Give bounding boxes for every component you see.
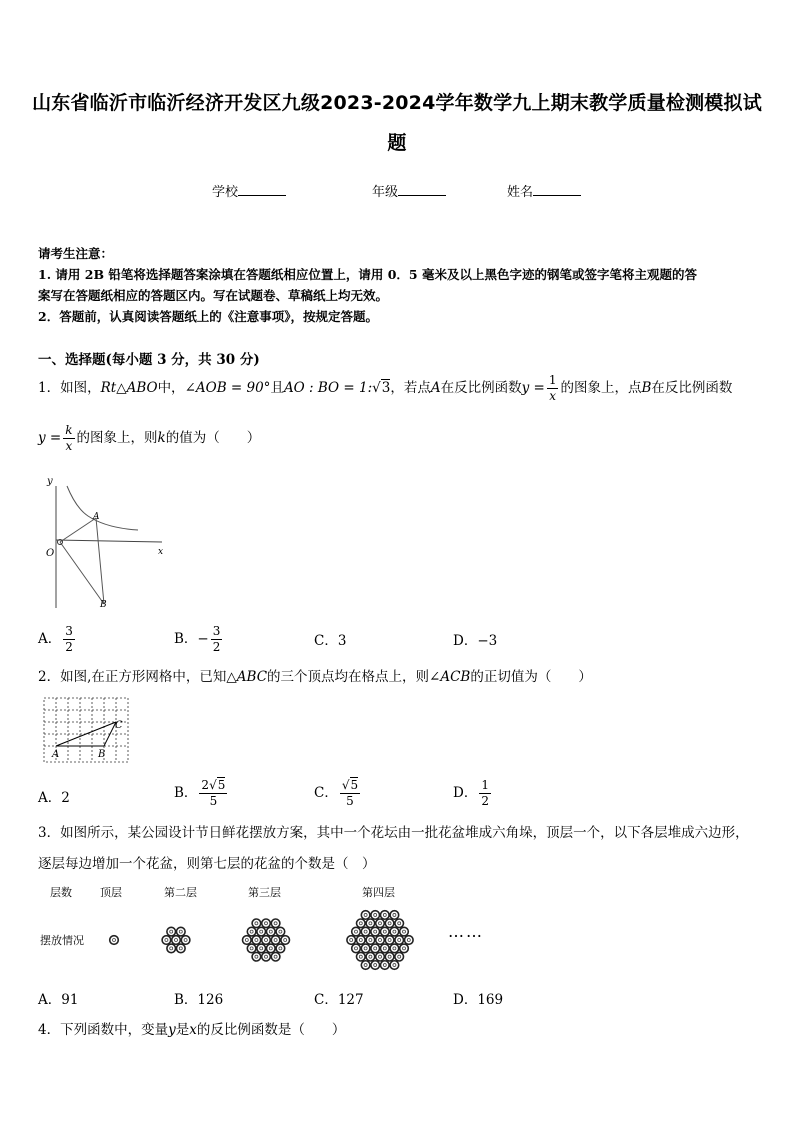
q2-text: 的三个顶点均在格点上，则 — [267, 669, 430, 685]
q2-option-b — [174, 776, 229, 810]
q1-text: 的图象上，点 — [560, 380, 642, 396]
page-title: 山东省临沂市临沂经济开发区九级2023-2024学年数学九上期末教学质量检测模拟试 — [32, 92, 762, 114]
fraction-numerator: 2√5 — [201, 778, 226, 792]
option-c-value: 3 — [337, 633, 347, 649]
col-second: 第二层 — [164, 886, 197, 899]
grade-blank — [398, 183, 446, 196]
option-d-value — [479, 778, 491, 809]
flowerpot-center — [284, 939, 287, 942]
flowerpot-center — [250, 930, 253, 933]
fraction-numerator: 1 — [548, 373, 557, 387]
point-c-label: C — [115, 720, 123, 731]
flowerpot-center — [359, 955, 362, 958]
flowerpot-center — [260, 947, 263, 950]
fraction-numerator: 3 — [212, 624, 221, 638]
flowerpot-center — [374, 947, 377, 950]
flowerpot-center — [388, 939, 391, 942]
notice-heading: 请考生注意： — [38, 246, 114, 261]
y-axis-label: y — [47, 476, 53, 487]
flowerpot-center — [364, 913, 367, 916]
flowerpot-center — [184, 939, 187, 942]
flowerpot-center — [374, 964, 377, 967]
segment-oa — [60, 518, 96, 542]
flowerpot-center — [388, 955, 391, 958]
q1-sqrt-value: 3 — [381, 380, 391, 396]
flowerpot-center — [383, 913, 386, 916]
q1-point-a: A — [430, 380, 441, 396]
q4-text: 是 — [175, 1022, 190, 1038]
q2-triangle: △ABC — [226, 669, 268, 685]
flowerpot-center — [369, 955, 372, 958]
option-label: C． — [314, 992, 338, 1008]
fraction-denominator: 2 — [481, 794, 489, 808]
q3-option-c — [314, 988, 364, 1008]
q1-angle: ∠AOB = 90° — [184, 380, 271, 396]
option-d-value: −3 — [477, 633, 498, 649]
q1-option-a — [38, 622, 77, 656]
flowerpot-center — [407, 939, 410, 942]
fraction-denominator: 2 — [65, 640, 73, 654]
name-field — [507, 181, 581, 200]
flowerpot-center — [113, 939, 116, 942]
fraction-denominator: 5 — [346, 794, 354, 808]
q1-text: 中， — [157, 380, 185, 396]
radicand: 5 — [350, 778, 359, 792]
q3-option-b — [174, 988, 223, 1008]
option-c-value: 127 — [337, 992, 364, 1008]
flowerpot-center — [274, 955, 277, 958]
q3-option-a — [38, 988, 78, 1008]
flowerpot-center — [175, 939, 178, 942]
question-3-cont: 逐层每边增加一个花盆，则第七层的花盆的个数是（ ） — [38, 856, 376, 872]
radicand: 5 — [217, 778, 226, 792]
option-label: D． — [453, 992, 478, 1008]
option-b-value — [199, 778, 227, 809]
fraction-denominator: 5 — [209, 794, 218, 808]
point-a-label: A — [52, 749, 60, 760]
flowerpot-center — [279, 947, 282, 950]
section-heading: 一、选择题(每小题 3 分，共 30 分) — [38, 352, 260, 368]
coefficient: 2 — [201, 778, 210, 792]
option-label: D． — [453, 785, 478, 801]
q2-text: 2．如图,在正方形网格中，已知 — [38, 669, 227, 685]
x-axis — [56, 540, 162, 542]
fraction-denominator: x — [65, 439, 73, 453]
option-label: C． — [314, 785, 338, 801]
flowerpot-center — [359, 922, 362, 925]
option-label: B． — [174, 992, 198, 1008]
pot-group — [110, 911, 413, 970]
school-field — [212, 181, 286, 200]
flowerpot-center — [170, 947, 173, 950]
q2-grid-figure — [42, 696, 132, 766]
flowerpot-center — [364, 930, 367, 933]
q1-k: k — [157, 430, 166, 446]
flowerpot-center — [245, 939, 248, 942]
fraction-numerator: 1 — [481, 778, 489, 792]
flowerpot-center — [179, 930, 182, 933]
option-label: C． — [314, 633, 338, 649]
flowerpot-center — [359, 939, 362, 942]
flowerpot-center — [369, 939, 372, 942]
flowerpot-center — [393, 913, 396, 916]
q1-option-b — [174, 622, 224, 656]
fraction-numerator: k — [65, 423, 73, 437]
flowerpot-center — [265, 939, 268, 942]
option-a-value: 91 — [61, 992, 79, 1008]
col-fourth: 第四层 — [362, 886, 395, 899]
q1-function: y = — [521, 380, 545, 396]
option-label: D． — [453, 633, 478, 649]
q3-figure — [0, 878, 794, 982]
flowerpot-center — [179, 947, 182, 950]
flowerpot-center — [388, 922, 391, 925]
flowerpot-center — [398, 939, 401, 942]
option-a-value — [63, 624, 75, 655]
flowerpot-center — [374, 930, 377, 933]
option-label: B． — [174, 785, 198, 801]
q4-var-x: x — [189, 1022, 197, 1038]
flowerpot-center — [398, 922, 401, 925]
flowerpot-center — [383, 947, 386, 950]
flowerpot-hexagons — [0, 878, 520, 982]
question-1-cont — [38, 422, 260, 454]
option-label: A． — [38, 992, 62, 1008]
ellipsis: …… — [448, 922, 484, 941]
q2-option-d — [453, 776, 493, 810]
school-blank — [238, 183, 286, 196]
segment-ob — [60, 542, 104, 604]
question-2 — [38, 665, 592, 685]
fraction-denominator: 2 — [212, 640, 221, 654]
notice-item-2: 2．答题前，认真阅读答题纸上的《注意事项》，按规定答题。 — [38, 309, 378, 324]
question-3: 3．如图所示，某公园设计节日鲜花摆放方案，其中一个花坛由一批花盆堆成六角垛，顶层一个，以下各层堆成六边形， — [38, 825, 749, 841]
flowerpot-center — [398, 955, 401, 958]
notice-item-1: 1. 请用 2B 铅笔将选择题答案涂填在答题纸相应位置上，请用 0．5 毫米及以上黑色字迹的钢笔或签字笔将主观题的答 — [38, 267, 697, 282]
q1-k-fraction — [63, 423, 74, 454]
flowerpot-center — [383, 964, 386, 967]
flowerpot-center — [393, 964, 396, 967]
q1-point-b: B — [641, 380, 652, 396]
flowerpot-center — [364, 947, 367, 950]
flowerpot-center — [369, 922, 372, 925]
x-axis-label: x — [158, 547, 164, 557]
option-b-value: 126 — [197, 992, 224, 1008]
point-a-label: A — [93, 512, 100, 522]
q1-fraction — [547, 373, 559, 404]
origin-label: O — [46, 548, 55, 559]
name-blank — [533, 183, 581, 196]
q1-figure — [36, 470, 176, 612]
flowerpot-center — [355, 947, 358, 950]
grade-label: 年级 — [372, 185, 399, 200]
fraction-numerator: 3 — [65, 624, 73, 638]
col-third: 第三层 — [248, 886, 281, 899]
name-label: 姓名 — [507, 185, 534, 200]
q2-option-c — [314, 776, 362, 810]
flowerpot-center — [403, 947, 406, 950]
flowerpot-center — [383, 930, 386, 933]
q1-text: ，若点 — [390, 380, 431, 396]
fraction-denominator: x — [549, 389, 557, 403]
q1-option-c — [314, 629, 346, 649]
q1-text: 的值为（ ） — [165, 430, 261, 446]
option-a-value: 2 — [61, 790, 70, 806]
option-label: A． — [38, 631, 62, 647]
flowerpot-center — [379, 955, 382, 958]
school-label: 学校 — [212, 185, 239, 200]
q1-rt: Rt — [100, 380, 117, 396]
flowerpot-center — [355, 930, 358, 933]
q3-option-d — [453, 988, 503, 1008]
option-c-value — [340, 778, 360, 809]
option-d-value: 169 — [477, 992, 504, 1008]
sqrt-symbol: √ — [372, 380, 381, 396]
option-b-sign: − — [197, 631, 209, 647]
row-label: 摆放情况 — [40, 934, 84, 947]
flowerpot-center — [269, 930, 272, 933]
q1-ratio: AO : BO = 1: — [283, 380, 373, 396]
page-title-continued: 题 — [387, 132, 407, 154]
hyperbola-curve — [67, 486, 138, 530]
flowerpot-center — [265, 955, 268, 958]
point-b-label: B — [100, 600, 107, 610]
q1-option-d — [453, 629, 497, 649]
q2-text: 的正切值为（ ） — [470, 669, 592, 685]
flowerpot-center — [260, 930, 263, 933]
flowerpot-center — [274, 922, 277, 925]
segment-ab — [96, 518, 104, 604]
flowerpot-center — [393, 947, 396, 950]
flowerpot-center — [165, 939, 168, 942]
q2-angle: ∠ACB — [429, 669, 471, 685]
flowerpot-center — [393, 930, 396, 933]
col-top: 顶层 — [100, 886, 122, 899]
grade-field — [372, 181, 446, 200]
question-1 — [38, 372, 768, 404]
q1-text: 且 — [270, 380, 284, 396]
option-label: A． — [38, 790, 62, 806]
col-layers: 层数 — [50, 886, 72, 899]
flowerpot-center — [279, 930, 282, 933]
fraction-numerator: √5 — [341, 778, 359, 792]
flowerpot-center — [274, 939, 277, 942]
flowerpot-center — [350, 939, 353, 942]
q1-number: 1．如图， — [38, 380, 101, 396]
q1-function: y = — [38, 430, 62, 446]
flowerpot-center — [379, 922, 382, 925]
flowerpot-center — [255, 939, 258, 942]
q1-text: 在反比例函数 — [440, 380, 522, 396]
flowerpot-center — [269, 947, 272, 950]
flowerpot-center — [379, 939, 382, 942]
q4-var-y: y — [168, 1022, 176, 1038]
q4-text: 4．下列函数中，变量 — [38, 1022, 169, 1038]
flowerpot-center — [255, 922, 258, 925]
q2-option-a — [38, 786, 70, 806]
flowerpot-center — [374, 913, 377, 916]
q1-text: 在反比例函数 — [651, 380, 733, 396]
flowerpot-center — [250, 947, 253, 950]
option-b-value — [211, 624, 223, 655]
flowerpot-center — [265, 922, 268, 925]
q1-triangle: △ABO — [116, 380, 158, 396]
flowerpot-center — [364, 964, 367, 967]
flowerpot-center — [403, 930, 406, 933]
point-b-label: B — [98, 749, 106, 760]
option-label: B． — [174, 631, 198, 647]
flowerpot-center — [170, 930, 173, 933]
notice-item-1-cont: 案写在答题纸相应的答题区内。写在试题卷、草稿纸上均无效。 — [38, 288, 389, 303]
q4-text: 的反比例函数是（ ） — [196, 1022, 346, 1038]
flowerpot-center — [255, 955, 258, 958]
question-4 — [38, 1018, 345, 1038]
notice-block — [38, 243, 763, 327]
q1-text: 的图象上，则 — [76, 430, 158, 446]
